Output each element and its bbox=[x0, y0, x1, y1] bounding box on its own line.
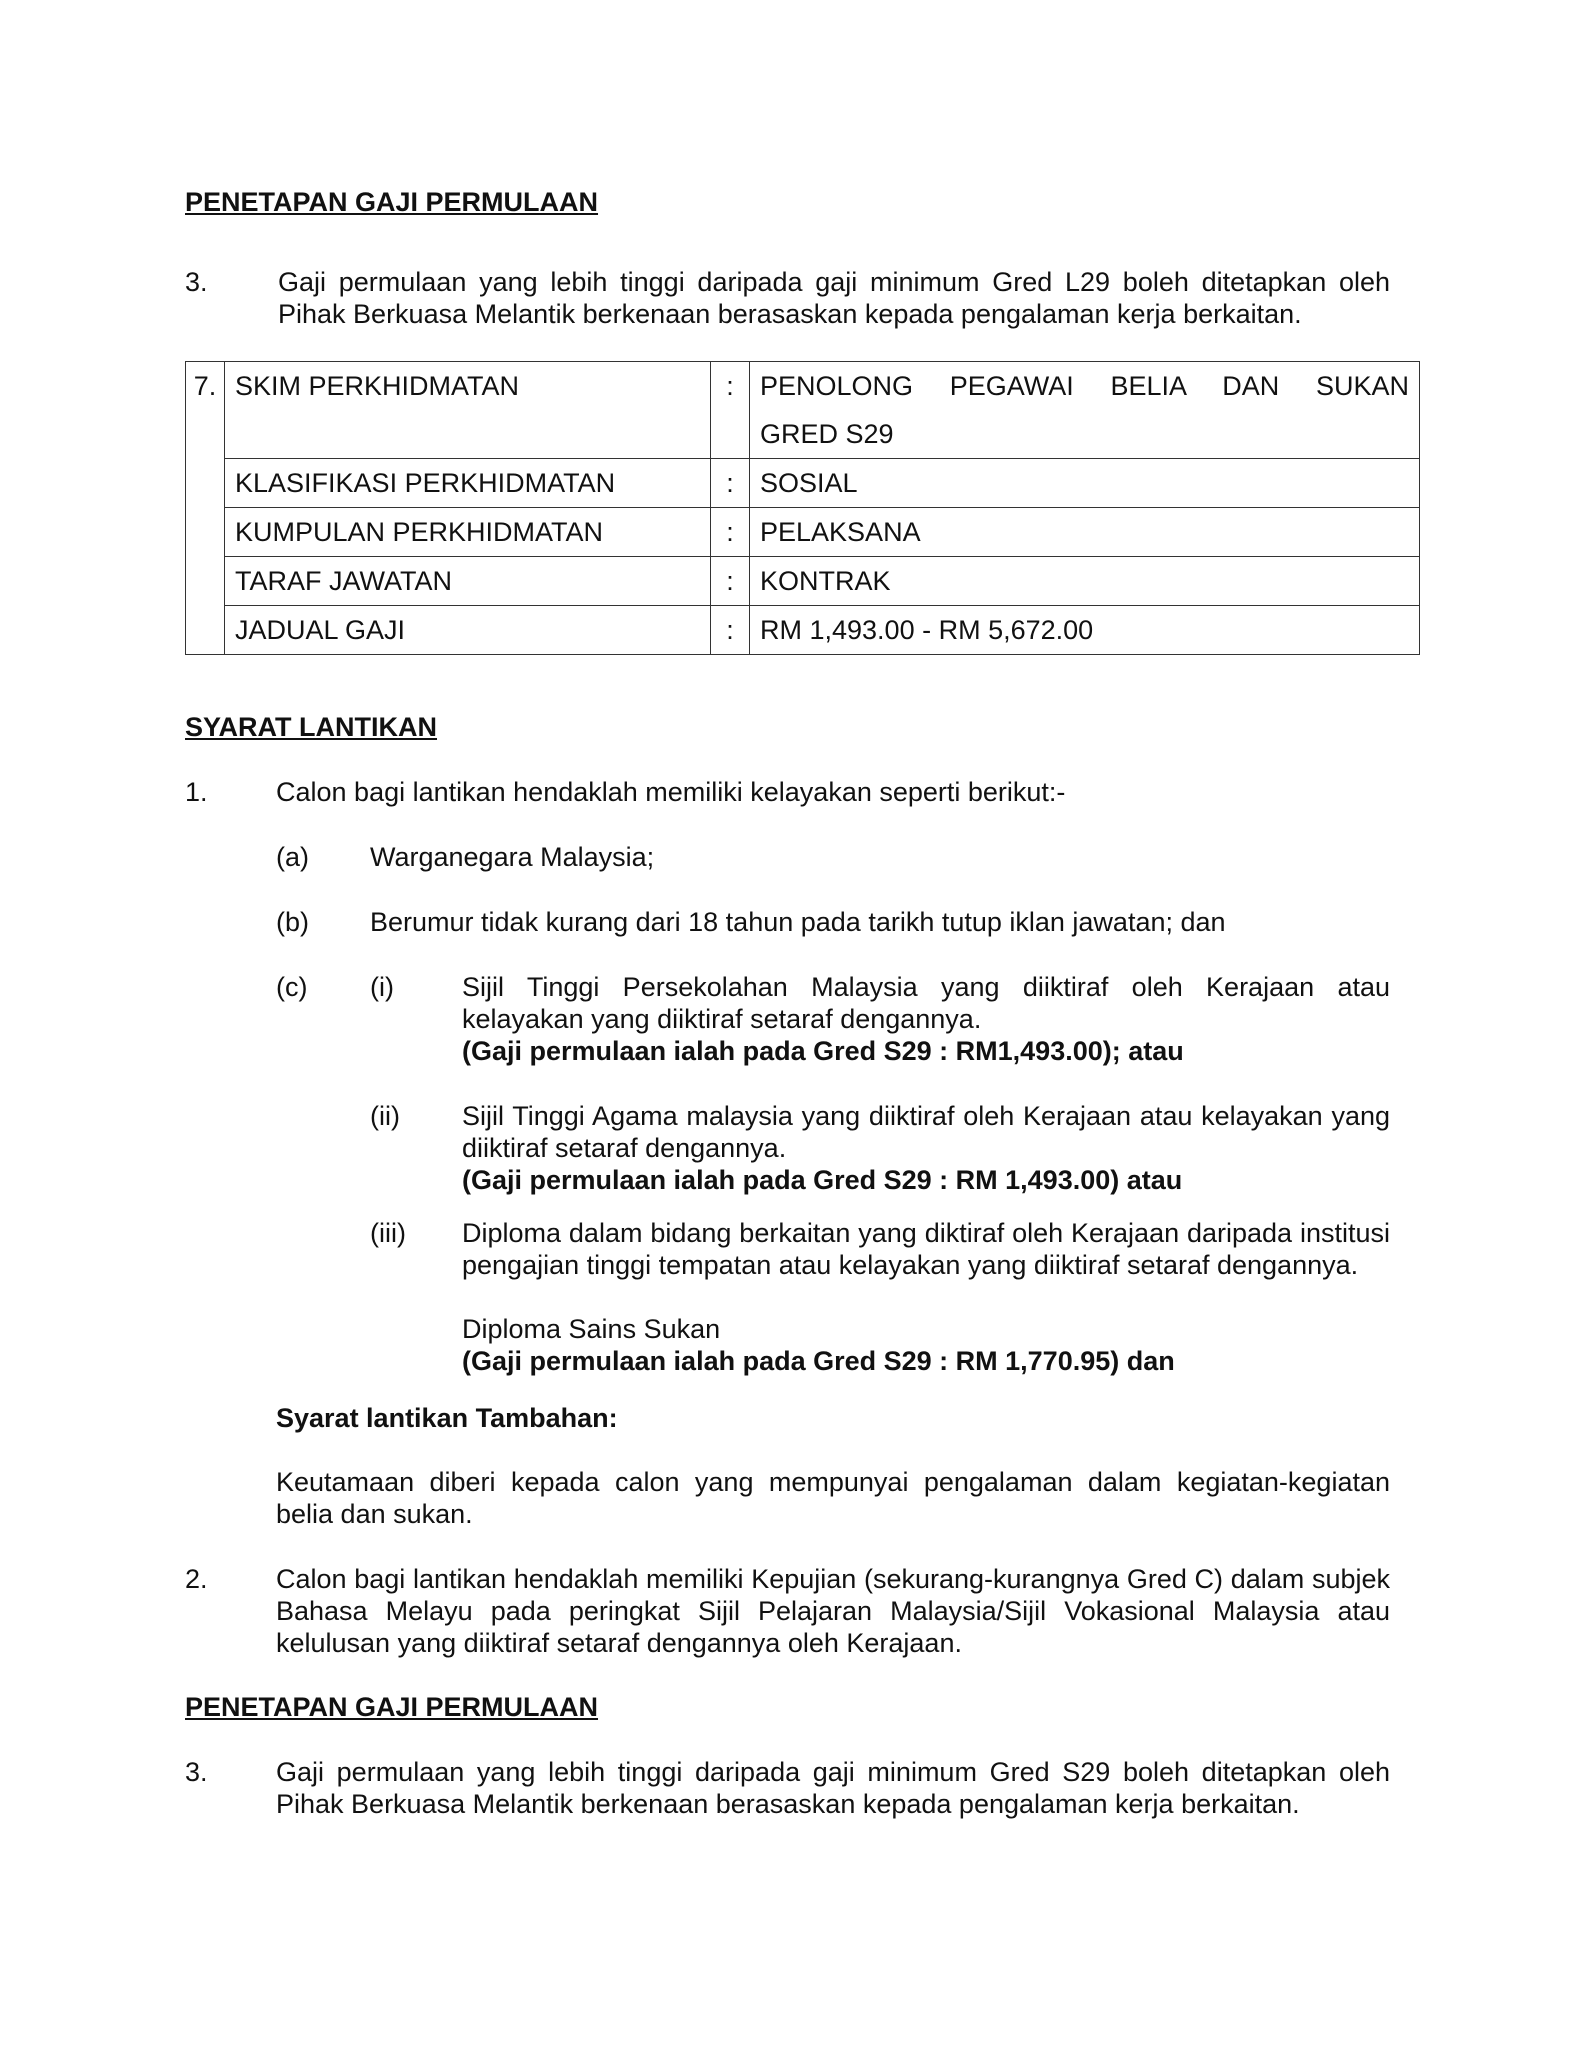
skim-perkhidmatan-table bbox=[185, 361, 1420, 655]
sub-item-label: (b) bbox=[276, 907, 309, 937]
sub-sub-item-label: (iii) bbox=[370, 1218, 406, 1248]
table-label: KUMPULAN PERKHIDMATAN bbox=[225, 508, 711, 557]
section-heading-penetapan-gaji: PENETAPAN GAJI PERMULAAN bbox=[185, 1692, 599, 1722]
sub-sub-item-label: (ii) bbox=[370, 1101, 400, 1131]
sub-sub-item-text: Sijil Tinggi Agama malaysia yang diiktiraf oleh Kerajaan atau kelayakan yang diiktiraf setaraf dengannya. bbox=[462, 1101, 1390, 1163]
salary-note: (Gaji permulaan ialah pada Gred S29 : RM 1,493.00) atau bbox=[462, 1165, 1183, 1195]
item-text: Calon bagi lantikan hendaklah memiliki kelayakan seperti berikut:- bbox=[276, 777, 1066, 807]
table-row bbox=[186, 362, 1420, 459]
table-label: TARAF JAWATAN bbox=[225, 557, 711, 606]
tambahan-heading: Syarat lantikan Tambahan: bbox=[276, 1403, 618, 1433]
diploma-field: Diploma Sains Sukan bbox=[462, 1314, 721, 1344]
table-row bbox=[186, 508, 1420, 557]
sub-sub-item-text: Sijil Tinggi Persekolahan Malaysia yang diiktiraf oleh Kerajaan atau kelayakan yang diiktiraf setaraf dengannya. bbox=[462, 972, 1390, 1034]
table-colon: : bbox=[711, 557, 750, 606]
table-value: PELAKSANA bbox=[750, 508, 1420, 557]
table-row bbox=[186, 557, 1420, 606]
item-number: 1. bbox=[185, 777, 208, 807]
item-text: Calon bagi lantikan hendaklah memiliki Kepujian (sekurang-kurangnya Gred C) dalam subjek Bahasa Melayu pada peringkat Sijil Pelajaran Malaysia/Sijil Vokasional Malaysia atau kelulusan yang diiktiraf setaraf dengannya oleh Kerajaan. bbox=[276, 1564, 1390, 1658]
tambahan-text: Keutamaan diberi kepada calon yang mempunyai pengalaman dalam kegiatan-kegiatan belia dan sukan. bbox=[276, 1467, 1390, 1529]
table-row-number: 7. bbox=[186, 362, 225, 459]
item-number: 3. bbox=[185, 267, 208, 297]
sub-sub-item-text: Diploma dalam bidang berkaitan yang diktiraf oleh Kerajaan daripada institusi pengajian tinggi tempatan atau kelayakan yang diiktiraf setaraf dengannya. bbox=[462, 1218, 1390, 1280]
section-heading-syarat-lantikan: SYARAT LANTIKAN bbox=[185, 712, 438, 742]
table-row bbox=[186, 606, 1420, 655]
table-label: KLASIFIKASI PERKHIDMATAN bbox=[225, 459, 711, 508]
table-value: KONTRAK bbox=[750, 557, 1420, 606]
table-blank-cell bbox=[186, 459, 225, 655]
item-number: 3. bbox=[185, 1757, 208, 1787]
table-value: SOSIAL bbox=[750, 459, 1420, 508]
salary-note: (Gaji permulaan ialah pada Gred S29 : RM1,493.00); atau bbox=[462, 1036, 1184, 1066]
table-value bbox=[750, 362, 1420, 459]
skim-name: PENOLONG PEGAWAI BELIA DAN SUKAN bbox=[760, 371, 1409, 401]
section-heading-penetapan-gaji: PENETAPAN GAJI PERMULAAN bbox=[185, 187, 599, 217]
sub-item-label: (a) bbox=[276, 842, 309, 872]
salary-note: (Gaji permulaan ialah pada Gred S29 : RM 1,770.95) dan bbox=[462, 1346, 1175, 1376]
table-colon: : bbox=[711, 606, 750, 655]
table-colon: : bbox=[711, 362, 750, 459]
table-row bbox=[186, 459, 1420, 508]
sub-item-label: (c) bbox=[276, 972, 308, 1002]
sub-sub-item-label: (i) bbox=[370, 972, 394, 1002]
table-label: JADUAL GAJI bbox=[225, 606, 711, 655]
table-label: SKIM PERKHIDMATAN bbox=[225, 362, 711, 459]
table-colon: : bbox=[711, 508, 750, 557]
item-text: Gaji permulaan yang lebih tinggi daripada gaji minimum Gred L29 boleh ditetapkan oleh Pihak Berkuasa Melantik berkenaan berasaskan kepada pengalaman kerja berkaitan. bbox=[278, 267, 1390, 329]
table-value: RM 1,493.00 - RM 5,672.00 bbox=[750, 606, 1420, 655]
skim-grade: GRED S29 bbox=[760, 419, 894, 449]
sub-item-text: Warganegara Malaysia; bbox=[370, 842, 655, 872]
item-text: Gaji permulaan yang lebih tinggi daripada gaji minimum Gred S29 boleh ditetapkan oleh Pihak Berkuasa Melantik berkenaan berasaskan kepada pengalaman kerja berkaitan. bbox=[276, 1757, 1390, 1819]
item-number: 2. bbox=[185, 1564, 208, 1594]
table-colon: : bbox=[711, 459, 750, 508]
sub-item-text: Berumur tidak kurang dari 18 tahun pada tarikh tutup iklan jawatan; dan bbox=[370, 907, 1226, 937]
